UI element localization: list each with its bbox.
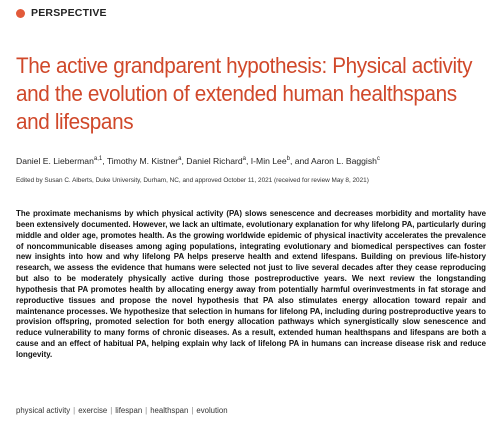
author-name: Timothy M. Kistner — [106, 156, 179, 166]
edited-by-line: Edited by Susan C. Alberts, Duke University, Durham, NC, and approved October 11, 2021 (received for review May 8, 2021) — [16, 177, 369, 184]
author-name: I-Min Lee — [250, 156, 287, 166]
keyword[interactable]: exercise — [78, 406, 108, 415]
keyword[interactable]: healthspan — [150, 406, 189, 415]
keyword[interactable]: evolution — [196, 406, 228, 415]
keyword[interactable]: lifespan — [115, 406, 143, 415]
author-affiliation-marker: a — [242, 156, 246, 163]
author-affiliation-marker: c — [376, 156, 380, 163]
author-affiliation-marker: a,1 — [93, 156, 103, 163]
section-label: PERSPECTIVE — [31, 7, 107, 19]
keyword-separator: | — [110, 406, 113, 415]
author-name: Aaron L. Baggish — [310, 156, 377, 166]
section-dot-icon — [16, 9, 25, 18]
keyword-list — [16, 406, 228, 415]
author-affiliation-marker: a — [178, 156, 182, 163]
keyword[interactable]: physical activity — [16, 406, 71, 415]
author-name: Daniel Richard — [186, 156, 243, 166]
section-tag — [16, 7, 107, 19]
keyword-separator: | — [73, 406, 76, 415]
author-name: Daniel E. Lieberman — [16, 156, 94, 166]
author-affiliation-marker: b — [286, 156, 290, 163]
article-title: The active grandparent hypothesis: Physical activity and the evolution of extended human healthspans and lifespans — [16, 53, 473, 134]
author-list: Daniel E. Lieberman$^{a,1}$, Timothy M. Kistner$^a$, Daniel Richard$^a$, I-Min Lee$^b$, and Aaron L. Baggish$^c$ — [16, 156, 380, 166]
abstract-text: The proximate mechanisms by which physical activity (PA) slows senescence and decreases morbidity and mortality have been extensively documented. However, we lack an ultimate, evolutionary explanation for why lifelong PA, particularly during middle and older age, promotes health. As the growing worldwide epidemic of physical inactivity accelerates the prevalence of noncommunicable diseases among aging populations, integrating evolutionary and biomedical perspectives can foster new insights into how and why lifelong PA helps preserve health and extend lifespans. Building on previous life-history research, we assess the evidence that humans were selected not just to live several decades after they cease reproducing but also to be moderately physically active during those postreproductive years. We next review the longstanding hypothesis that PA promotes health by allocating energy away from potentially harmful overinvestments in fat storage and reproductive tissues and propose the novel hypothesis that PA also stimulates energy allocation toward repair and maintenance processes. We hypothesize that selection in humans for lifelong PA, including during postreproductive years to provision offspring, promoted selection for both energy allocation pathways which synergistically slow senescence and reduce vulnerability to many forms of chronic diseases. As a result, extended human healthspans and lifespans are both a cause and an effect of habitual PA, helping explain why lack of lifelong PA in humans can increase disease risk and reduce longevity. — [16, 209, 486, 359]
keyword-separator: | — [191, 406, 194, 415]
keyword-separator: | — [145, 406, 148, 415]
